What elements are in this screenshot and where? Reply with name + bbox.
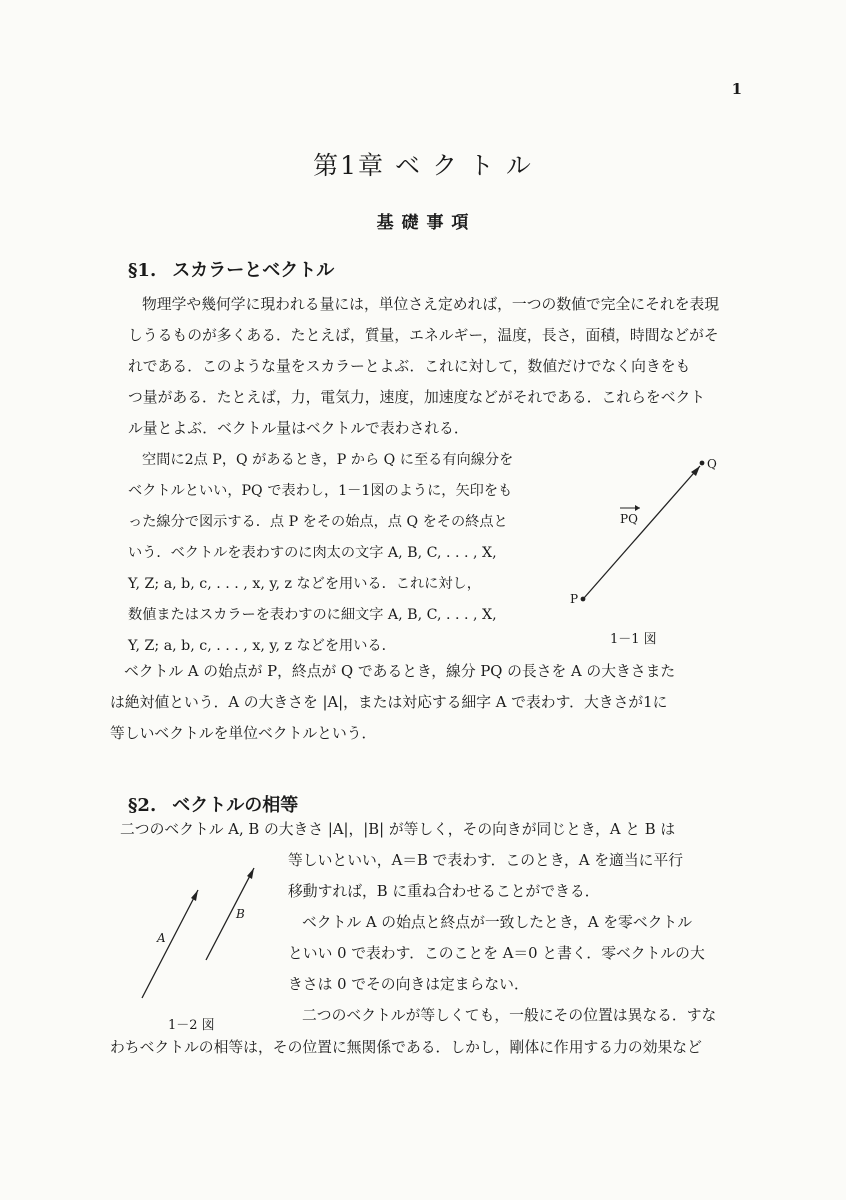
pq-overarrow-head: [635, 505, 640, 511]
section-heading: 基 礎 事 項: [376, 213, 470, 233]
figure-1-1: [560, 450, 740, 610]
vector-b-arrowhead: [247, 868, 254, 879]
text-line: 二つのベクトル A, B の大きさ |A|，|B| が等しく，その向きが同じとき，A と B は: [120, 821, 676, 838]
text-line: きさは 0 でその向きは定まらない．: [288, 976, 529, 993]
text-line: 数値またはスカラーを表わすのに細文字 A, B, C, . . . , X,: [128, 607, 497, 623]
page-number: 1: [731, 80, 742, 98]
vector-a-arrowhead: [191, 890, 198, 901]
vector-pq-line: [584, 466, 700, 598]
text-line: つ量がある．たとえば，力，電気力，速度，加速度などがそれである．これらをベクト: [128, 389, 706, 406]
text-line: れである．このような量をスカラーとよぶ．これに対して，数値だけでなく向きをも: [128, 358, 691, 375]
text-line: Y, Z; a, b, c, . . . , x, y, z などを用いる．これに対し，: [128, 576, 481, 592]
section-1-title: スカラーとベクトル: [172, 260, 335, 281]
text-line: いう．ベクトルを表わすのに肉太の文字 A, B, C, . . . , X,: [128, 545, 497, 561]
vector-a-line: [142, 890, 198, 998]
text-line: ベクトル A の始点と終点が一致したとき，A を零ベクトル: [302, 914, 693, 931]
text-line: Y, Z; a, b, c, . . . , x, y, z などを用いる．: [128, 638, 396, 654]
text-line: ベクトル A の始点が P，終点が Q であるとき，線分 PQ の長さを A の大きさまた: [124, 663, 676, 680]
label-q: Q: [707, 457, 717, 471]
section-1-paragraph-1: [128, 289, 738, 444]
section-2-last-line: [110, 1032, 740, 1063]
text-line: 二つのベクトルが等しくても，一般にその位置は異なる．すな: [302, 1007, 717, 1024]
section-2-line-1: [120, 814, 740, 845]
text-line: わちベクトルの相等は，その位置に無関係である．しかし，剛体に作用する力の効果など: [110, 1039, 702, 1056]
label-a: A: [157, 931, 166, 945]
section-1-number: §1.: [128, 260, 157, 281]
chapter-title: 第1章 ベ ク ト ル: [313, 151, 533, 180]
section-1-paragraph-2: [128, 445, 560, 662]
text-line: った線分で図示する．点 P をその始点，点 Q をその終点と: [128, 514, 508, 530]
label-pq: PQ: [620, 512, 638, 526]
text-line: 空間に2点 P，Q があるとき，P から Q に至る有向線分を: [142, 452, 514, 468]
text-line: は絶対値という．A の大きさを |A|，または対応する細字 A で表わす．大きさが1に: [110, 694, 668, 711]
section-1-heading: [128, 256, 334, 282]
vector-b-line: [206, 868, 254, 960]
text-line: 等しいといい，A＝B で表わす．このとき，A を適当に平行: [288, 852, 684, 869]
label-b: B: [236, 907, 245, 921]
text-line: しうるものが多くある．たとえば，質量，エネルギー，温度，長さ，面積，時間などがそ: [128, 327, 719, 344]
section-2-title: ベクトルの相等: [172, 795, 299, 816]
figure-1-2-caption: 1－2 図: [168, 1018, 215, 1033]
label-p: P: [570, 592, 579, 606]
point-p-dot: [581, 597, 586, 602]
text-line: ベクトルといい，PQ で表わし，1－1図のように，矢印をも: [128, 483, 513, 499]
figure-1-2: [130, 860, 260, 1005]
section-2-right-paragraph: [288, 845, 740, 1031]
figure-1-1-caption: 1－1 図: [610, 632, 657, 647]
text-line: といい 0 で表わす．このことを A＝0 と書く．零ベクトルの大: [288, 945, 705, 962]
text-line: 等しいベクトルを単位ベクトルという．: [110, 725, 377, 742]
section-1-paragraph-3: [110, 656, 740, 749]
text-line: ル量とよぶ．ベクトル量はベクトルで表わされる．: [128, 420, 469, 437]
text-line: 移動すれば，B に重ね合わせることができる．: [288, 883, 600, 900]
point-q-dot: [700, 461, 705, 466]
section-2-number: §2.: [128, 795, 157, 816]
text-line: 物理学や幾何学に現われる量には，単位さえ定めれば，一つの数値で完全にそれを表現: [142, 296, 720, 313]
